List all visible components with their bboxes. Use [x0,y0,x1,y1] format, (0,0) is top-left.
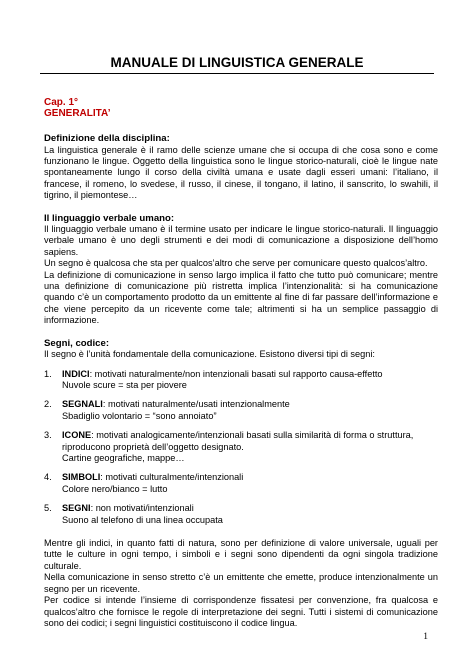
list-term: SEGNI [62,503,91,514]
list-description: : motivati naturalmente/usati intenzionalmente [102,399,290,410]
paragraph: La linguistica generale è il ramo delle scienze umane che si occupa di che cosa sono e come funzionano le lingue. Oggetto della linguistica sono le lingue storico-naturali, cioè le lingue nate spontaneamente lungo il corso della civiltà umana e usate dagli esseri umani: l’italiano, il francese, il romeno, lo svedese, il russo, il cinese, il tongano, il latino, il sanscrito, lo swahili, il tigrino, il piemontese… [44,144,438,201]
chapter-number: Cap. 1° [44,97,79,108]
chapter-name: GENERALITA’ [44,108,111,119]
list-example: Sbadiglio volontario = “sono annoiato” [62,410,217,421]
list-number: 2. [44,399,52,410]
list-item [44,472,438,495]
section-heading-definizione: Definizione della disciplina: [44,133,170,144]
list-example: Nuvole scure = sta per piovere [62,380,187,390]
list-number: 1. [44,368,52,379]
list-number: 3. [44,430,52,441]
list-term: ICONE [62,430,92,441]
paragraph: Un segno è qualcosa che sta per qualcos’altro che serve per comunicare questo qualcos’altro. [44,258,428,269]
section-heading-segni: Segni, codice: [44,337,110,349]
paragraph: Per codice si intende l’insieme di corrispondenze fissatesi per convenzione, fra qualcosa e qualcos’altro che fornisce le regole di interpretazione dei segni. Tutti i sistemi di comunicazione sono dei codici; i segni linguistici costituiscono il codice lingua. [44,595,438,628]
paragraph: Mentre gli indici, in quanto fatti di natura, sono per definizione di valore universale, uguali per tutte le culture in ogni tempo, i simboli e i segni sono dipendenti da ogni singola tradizione culturale. [44,538,438,571]
page-number: 1 [423,632,428,642]
paragraph: Nella comunicazione in senso stretto c’è un emittente che emette, produce intenzionalmente un segno per un ricevente. [44,572,438,594]
section-heading-linguaggio: Il linguaggio verbale umano: [44,212,175,224]
list-item [44,503,438,526]
list-description: : motivati culturalmente/intenzionali [100,472,244,483]
document-title: MANUALE DI LINGUISTICA GENERALE [40,55,434,74]
paragraph: Il segno è l’unità fondamentale della comunicazione. Esistono diversi tipi di segni: [44,349,375,360]
list-description: : motivati naturalmente/non intenzionali basati sul rapporto causa-effetto [89,368,383,379]
list-description: : motivati analogicamente/intenzionali basati sulla similarità di forma o struttura, riproducono proprietà dell’oggetto designato. [62,430,414,452]
list-term: SIMBOLI [62,472,101,483]
list-example: Colore nero/bianco = lutto [62,483,168,494]
list-item [44,369,438,392]
list-example: Suono al telefono di una linea occupata [62,514,223,525]
list-number: 4. [44,472,52,483]
list-example: Cartine geografiche, mappe… [62,453,185,464]
paragraph: La definizione di comunicazione in senso largo implica il fatto che tutto può comunicare; mentre una definizione di comunicazione più ristretta implica l’intenzionalità: si ha comunicazione quando c’è un comportamento prodotto da un emittente al fine di far passare dell’informazione e che viene percepito da un ricevente come tale; altrimenti si ha un semplice passaggio di informazione. [44,269,438,326]
list-description: : non motivati/intenzionali [90,503,194,514]
document-body [44,97,438,629]
list-number: 5. [44,503,52,514]
list-item [44,430,438,464]
list-item [44,399,438,422]
list-term: INDICI [62,368,90,379]
paragraph: Il linguaggio verbale umano è il termine usato per indicare le lingue storico-naturali. Il linguaggio verbale umano è uno degli strumenti e dei modi di comunicazione a disposizione dell’homo sapiens. [44,224,438,257]
list-term: SEGNALI [62,399,103,410]
